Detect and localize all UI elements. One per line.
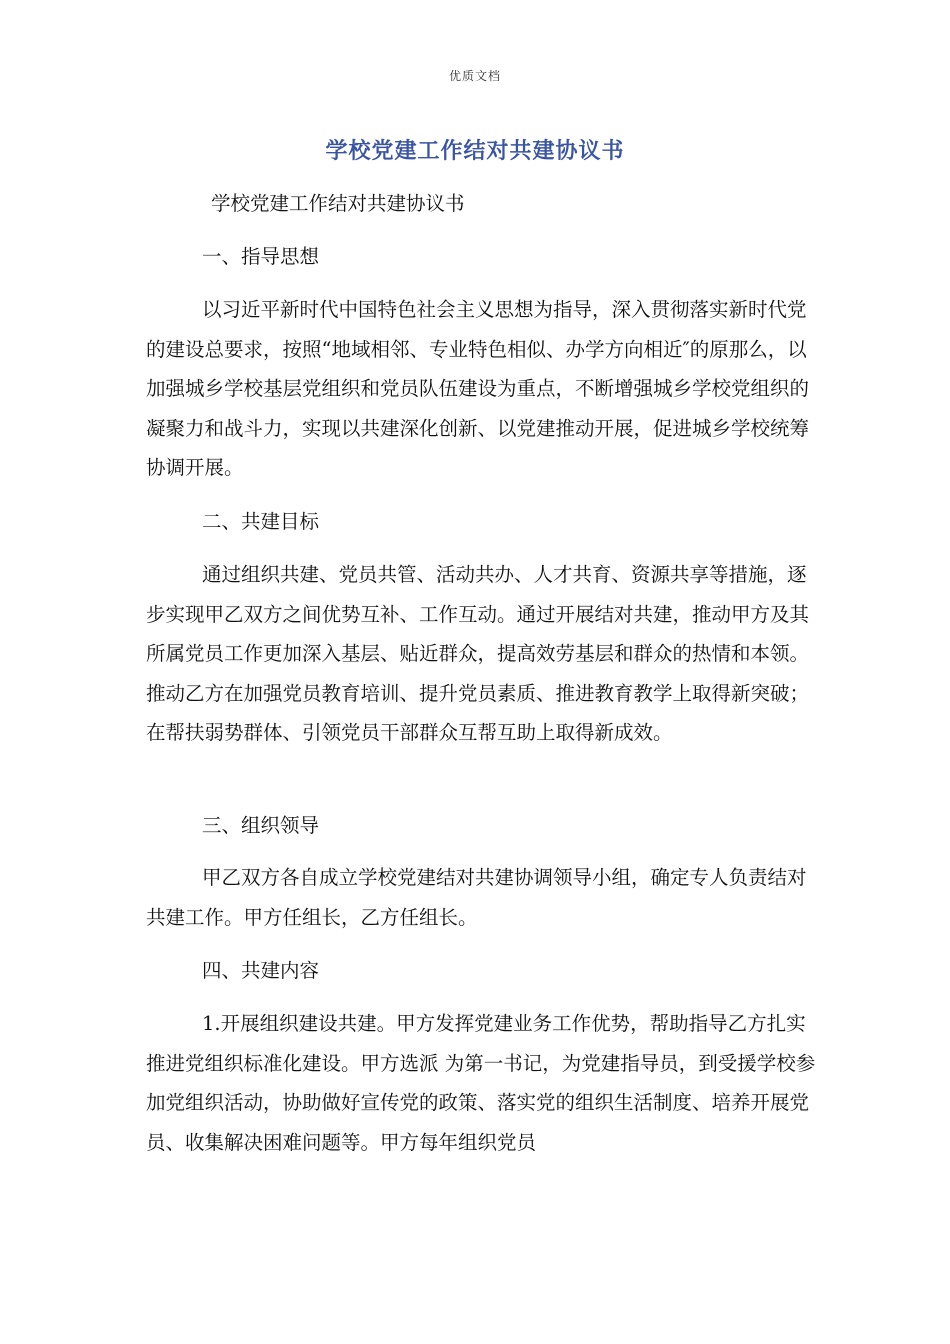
- document-title: 学校党建工作结对共建协议书: [325, 138, 625, 164]
- section-body-goals: 通过组织共建、党员共管、活动共办、人才共育、资源共享等措施，逐步实现甲乙双方之间优势互补、工作互动。通过开展结对共建，推动甲方及其所属党员工作更加深入基层、贴近群众，提高效劳基层和群众的热情和本领。推动乙方在加强党员教育培训、提升党员素质、推进教育教学上取得新突破；在帮扶弱势群体、引领党员干部群众互帮互助上取得新成效。: [146, 563, 810, 744]
- section-body-guiding-thought: 以习近平新时代中国特色社会主义思想为指导，深入贯彻落实新时代党的建设总要求，按照“地域相邻、专业特色相似、办学方向相近″的原那么，以加强城乡学校基层党组织和党员队伍建设为重点，不断增强城乡学校党组织的凝聚力和战斗力，实现以共建深化创新、以党建推动开展，促进城乡学校统筹协调开展。: [146, 298, 810, 479]
- section-heading-leadership: 三、组织领导: [202, 814, 320, 837]
- section-heading-goals: 二、共建目标: [202, 510, 320, 533]
- section-body-content: 1.开展组织建设共建。甲方发挥党建业务工作优势，帮助指导乙方扎实推进党组织标准化建设。甲方选派 为第一书记，为党建指导员，到受援学校参加党组织活动，协助做好宣传党的政策、落实党的组织生活制度、培养开展党员、收集解决困难问题等。甲方每年组织党员: [146, 1012, 816, 1154]
- section-body-leadership: 甲乙双方各自成立学校党建结对共建协调领导小组，确定专人负责结对共建工作。甲方任组长，乙方任组长。: [146, 866, 807, 929]
- section-heading-content: 四、共建内容: [202, 959, 320, 982]
- header-label: 优质文档: [448, 69, 501, 83]
- section-heading-guiding-thought: 一、指导思想: [202, 245, 320, 268]
- document-subtitle: 学校党建工作结对共建协议书: [211, 192, 465, 215]
